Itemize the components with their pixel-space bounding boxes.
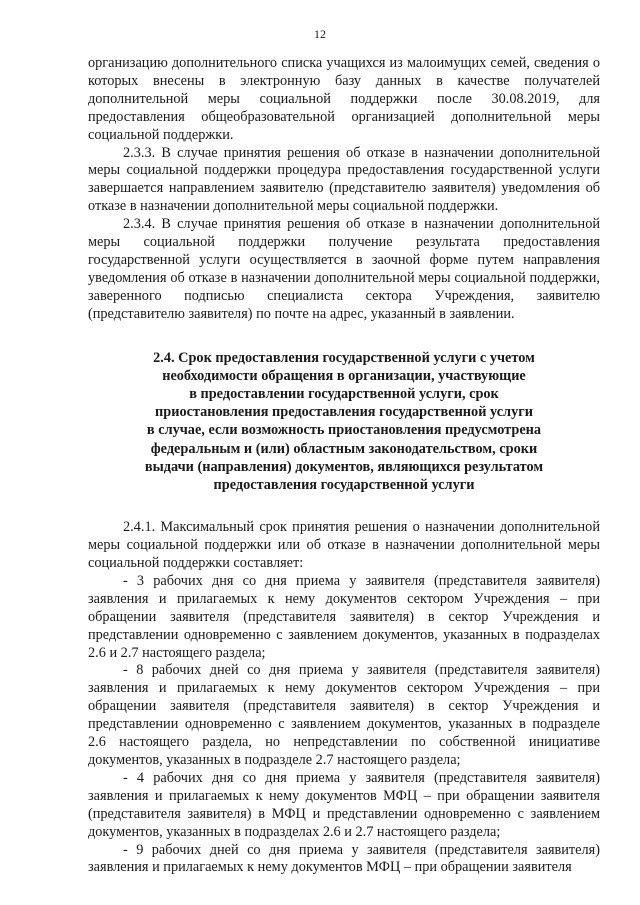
list-item: - 9 рабочих дней со дня приема у заявителя (представителя заявителя) заявления и прилагаемых к нему документов МФЦ – при обращении заявителя (88, 841, 600, 876)
heading-line: федеральным и (или) областным законодательством, сроки (150, 440, 538, 457)
heading-line: необходимости обращения в организации, участвующие (162, 367, 526, 384)
page-number: 12 (314, 27, 326, 41)
heading-line: 2.4. Срок предоставления государственной услуги с учетом (153, 349, 535, 366)
list-item: - 4 рабочих дня со дня приема у заявителя (представителя заявителя) заявления и прилагаемых к нему документов МФЦ – при обращении заявителя (представителя заявителя) в МФЦ и представлении одновременно с заявлением документов, указанных в подразделах 2.6 и 2.7 настоящего раздела; (88, 769, 600, 840)
list-item: - 8 рабочих дней со дня приема у заявителя (представителя заявителя) заявления и прилагаемых к нему документов сектором Учреждения – при обращении заявителя (представителя заявителя) в сектор Учреждения и представлении одновременно с заявлением документов, указанных в подразделе 2.6 настоящего раздела, но непредставлении по собственной инициативе документов, указанных в подразделе 2.7 настоящего раздела; (88, 662, 600, 768)
heading-line: в случае, если возможность приостановления предусмотрена (146, 422, 542, 439)
paragraph: 2.3.4. В случае принятия решения об отказе в назначении дополнительной меры социальной поддержки получение результата предоставления государственной услуги осуществляется в заочной форме путем направления уведомления об отказе в назначении дополнительной меры социальной поддержки, заверенного подписью специалиста сектора Учреждения, заявителю (представителю заявителя) по почте на адрес, указанный в заявлении. (88, 216, 600, 322)
heading-line: приостановления предоставления государственной услуги (155, 404, 533, 421)
list-item: - 3 рабочих дня со дня приема у заявителя (представителя заявителя) заявления и прилагаемых к нему документов сектором Учреждения – при обращении заявителя (представителя заявителя) в сектор Учреждения и представлении одновременно с заявлением документов, указанных в подразделах 2.6 и 2.7 настоящего раздела; (88, 572, 600, 661)
paragraph: 2.3.3. В случае принятия решения об отказе в назначении дополнительной меры социальной поддержки процедура предоставления государственной услуги завершается направлением заявителю (представителю заявителя) уведомления об отказе в назначении дополнительной меры социальной поддержки. (88, 144, 600, 215)
heading-line: выдачи (направления) документов, являющихся результатом (144, 458, 544, 475)
heading-line: в предоставлении государственной услуги, срок (189, 386, 499, 402)
heading-line: предоставления государственной услуги (213, 477, 475, 494)
paragraph: организацию дополнительного списка учащихся из малоимущих семей, сведения о которых внесены в электронную базу данных в качестве получателей дополнительной меры социальной поддержки после 30.08.2019, для предоставления общеобразовательной организацией дополнительной меры социальной поддержки. (88, 55, 600, 143)
paragraph: 2.4.1. Максимальный срок принятия решения о назначении дополнительной меры социальной поддержки или об отказе в назначении дополнительной меры социальной поддержки составляет: (88, 519, 600, 572)
section-heading (88, 349, 600, 495)
document-body (88, 55, 600, 877)
